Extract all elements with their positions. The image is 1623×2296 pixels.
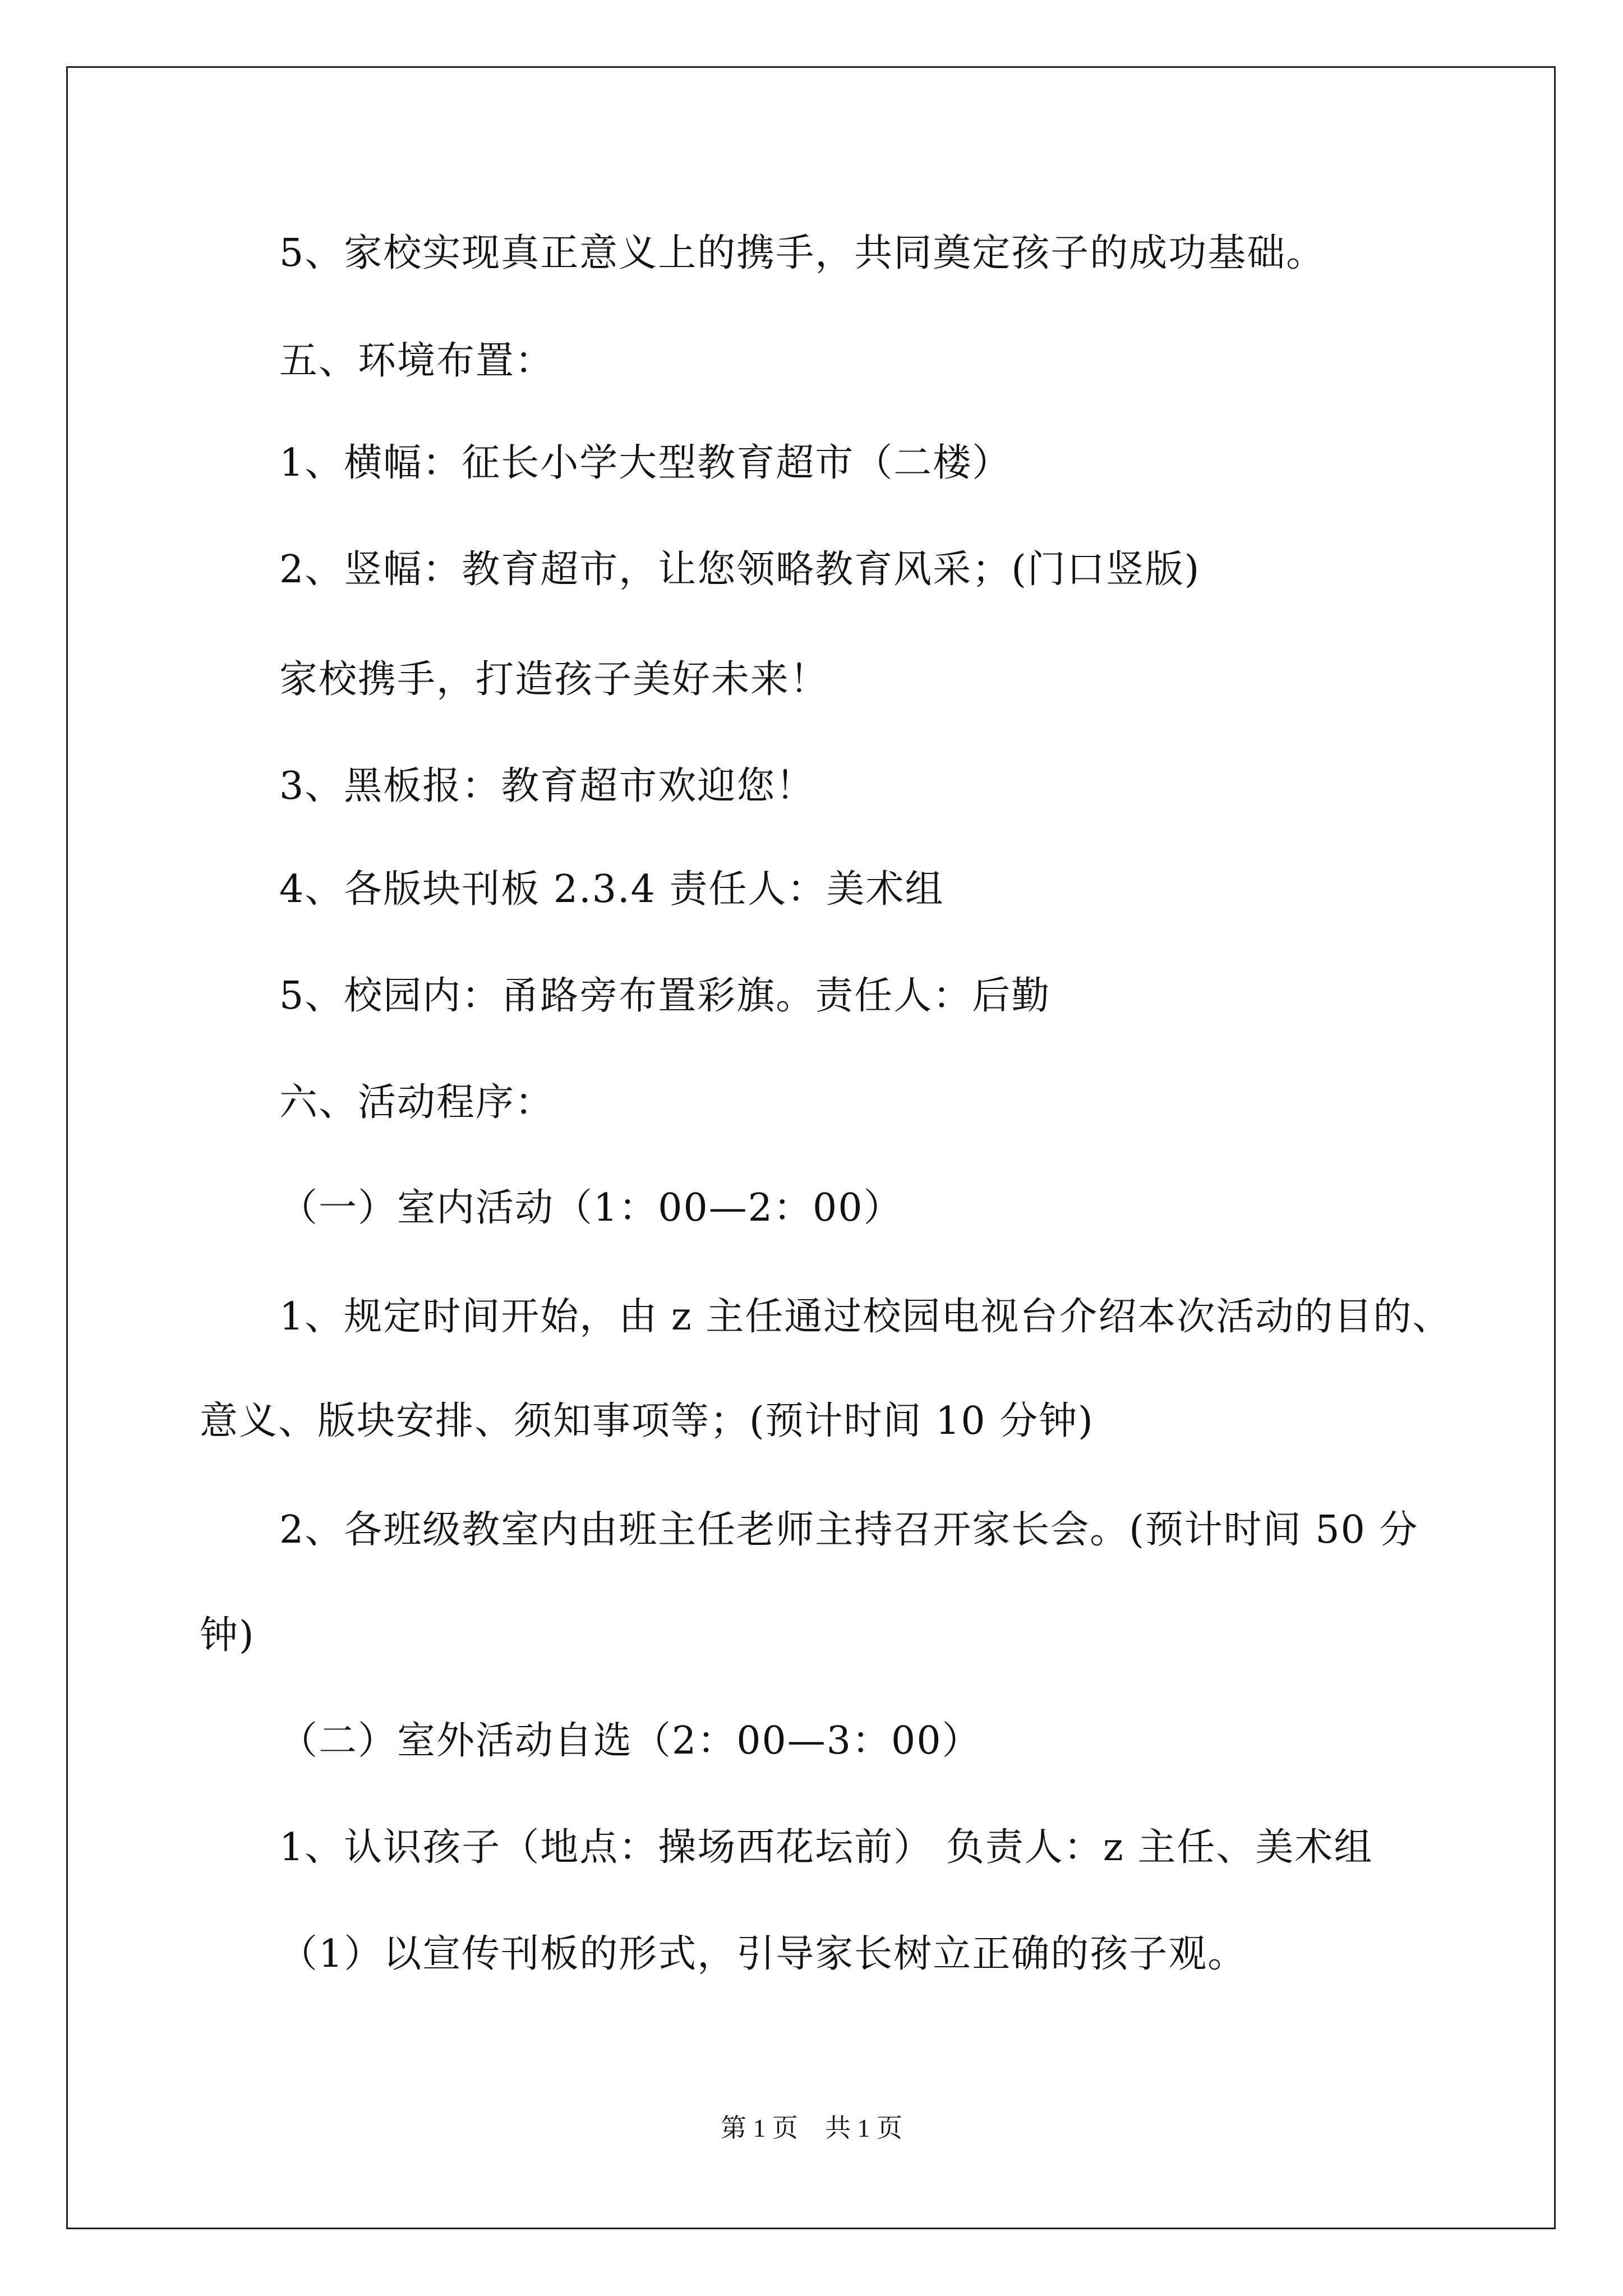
subsection-heading: （二）室外活动自选（2：00—3：00） (279, 1719, 981, 1763)
paragraph-line: 3、黑板报：教育超市欢迎您！ (279, 764, 815, 808)
paragraph-line: （1）以宣传刊板的形式，引导家长树立正确的孩子观。 (279, 1932, 1247, 1976)
page-footer (0, 2113, 1623, 2144)
paragraph-line: 1、认识孩子（地点：操场西花坛前） 负责人：z 主任、美术组 (279, 1825, 1373, 1870)
paragraph-line: 5、校园内：甬路旁布置彩旗。责任人：后勤 (279, 974, 1051, 1018)
paragraph-line: 1、横幅：征长小学大型教育超市（二楼） (279, 441, 1012, 485)
paragraph-line: 钟) (200, 1613, 255, 1658)
paragraph-line: 家校携手，打造孩子美好未来！ (279, 657, 829, 702)
subsection-heading: （一）室内活动（1：00—2：00） (279, 1186, 903, 1230)
page-border (66, 66, 1556, 2229)
paragraph-line: 2、各班级教室内由班主任老师主持召开家长会。(预计时间 50 分 (279, 1508, 1419, 1552)
paragraph-line: 5、家校实现真正意义上的携手，共同奠定孩子的成功基础。 (279, 231, 1326, 275)
page-total: 共 1 页 (825, 2114, 902, 2142)
page-number: 第 1 页 (721, 2114, 798, 2142)
paragraph-line: 1、规定时间开始，由 z 主任通过校园电视台介绍本次活动的目的、 (279, 1295, 1452, 1339)
paragraph-line: 4、各版块刊板 2.3.4 责任人：美术组 (279, 867, 944, 912)
section-heading: 六、活动程序： (279, 1080, 555, 1125)
paragraph-line: 意义、版块安排、须知事项等；(预计时间 10 分钟) (200, 1399, 1094, 1443)
paragraph-line: 2、竖幅：教育超市，让您领略教育风采；(门口竖版) (279, 547, 1201, 592)
section-heading: 五、环境布置： (279, 339, 555, 383)
